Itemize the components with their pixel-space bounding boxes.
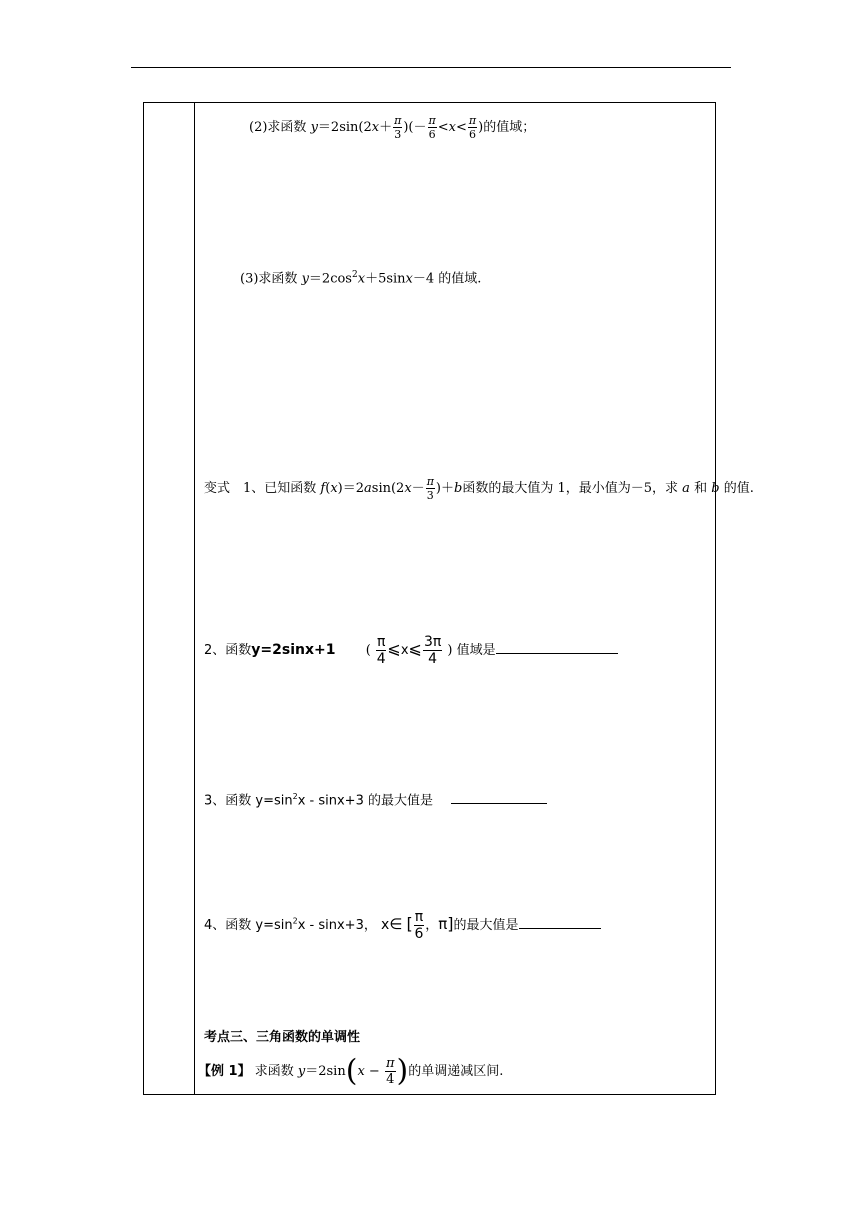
q2-eq: ＝2sin(2	[317, 120, 372, 135]
v1-frac-pi-3: $\frac{\pi}{3}$	[426, 475, 434, 502]
ex1-frac-pi-4: $\frac{\pi}{4}$	[385, 1056, 395, 1087]
i3-answer-blank[interactable]	[451, 791, 547, 804]
q3-tail: －4 的值域.	[412, 271, 482, 287]
i4-label: 4、函数 y=sin	[204, 918, 293, 933]
i2-frac-3pi-4: $\frac{3\pi}{4}$	[423, 634, 442, 667]
i4-answer-blank[interactable]	[519, 916, 601, 929]
worksheet-table	[143, 102, 754, 1095]
item-4: 4、函数 $y=\sin^2x - \sin x+3$， x∈ [ $\frac{\pi}{6}$ ，π]的最大值是	[204, 910, 601, 941]
i4-tail: 的最大值是	[453, 918, 519, 933]
q2-tail: )的值域；	[478, 120, 536, 135]
q2-frac-pi-6a: $\frac{\pi}{6}$	[428, 114, 436, 141]
q2-x: x	[371, 120, 380, 135]
example-1: 【例 1】 求函数 y＝2sin(x − $\frac{\pi}{4}$ )的单调递减区间.	[198, 1053, 504, 1089]
q2-label: (2)求函数	[249, 120, 307, 135]
ex1-tail: 的单调递减区间.	[408, 1064, 504, 1079]
header-rule	[131, 67, 731, 68]
i2-answer-blank[interactable]	[496, 641, 618, 654]
section-title	[204, 1030, 360, 1046]
i2-tail: 值域是	[456, 643, 496, 658]
i2-expression: y=2sinx+1	[251, 642, 336, 658]
i2-frac-pi-4: $\frac{\pi}{4}$	[376, 634, 386, 667]
q3-label: (3)求函数	[240, 271, 298, 287]
q2-plus: ＋	[379, 120, 393, 135]
q2-rparen: )(－	[403, 120, 427, 135]
ex1-label: 求函数	[254, 1064, 294, 1079]
i4-expression: x - sinx+3，	[297, 918, 377, 933]
item-3: 3、函数 $y=\sin^2x - \sin x+3$ 的最大值是	[204, 789, 547, 809]
q2-frac-pi-3: $\frac{\pi}{3}$	[394, 114, 402, 141]
section-title-text: 考点三、三角函数的单调性	[204, 1030, 361, 1045]
variant-1: 变式 1、已知函数 f(x)＝2asin(2x－ $\frac{\pi}{3}$ )＋b函数的最大值为 1，最小值为－5，求 a 和 b 的值.	[204, 475, 754, 502]
column-divider	[194, 103, 195, 1094]
q2-y: y	[310, 120, 318, 135]
v1-label: 变式 1、已知函数	[204, 481, 317, 496]
ex1-tag: 【例 1】	[198, 1064, 251, 1079]
i3-expression: x - sinx+3 的最大值是	[297, 793, 433, 809]
question-3: (3)求函数 $y=2\cos^2x+5\sin x-4$ 的值域.	[240, 270, 482, 287]
question-2: (2)求函数 y＝2sin(2x＋ $\frac{\pi}{3}$ )(－ $\frac{\pi}{6}$ <x< $\frac{\pi}{6}$ )的值域；	[249, 114, 536, 141]
i3-label: 3、函数 y=sin	[204, 793, 293, 809]
item-2: 2、函数y=2sinx+1 ( $\frac{\pi}{4}$ ⩽x⩽ $\frac{3\pi}{4}$ ) 值域是	[204, 635, 618, 666]
q2-frac-pi-6b: $\frac{\pi}{6}$	[468, 114, 477, 141]
i2-label: 2、函数	[204, 643, 252, 658]
i4-frac-pi-6: $\frac{\pi}{6}$	[414, 909, 424, 942]
